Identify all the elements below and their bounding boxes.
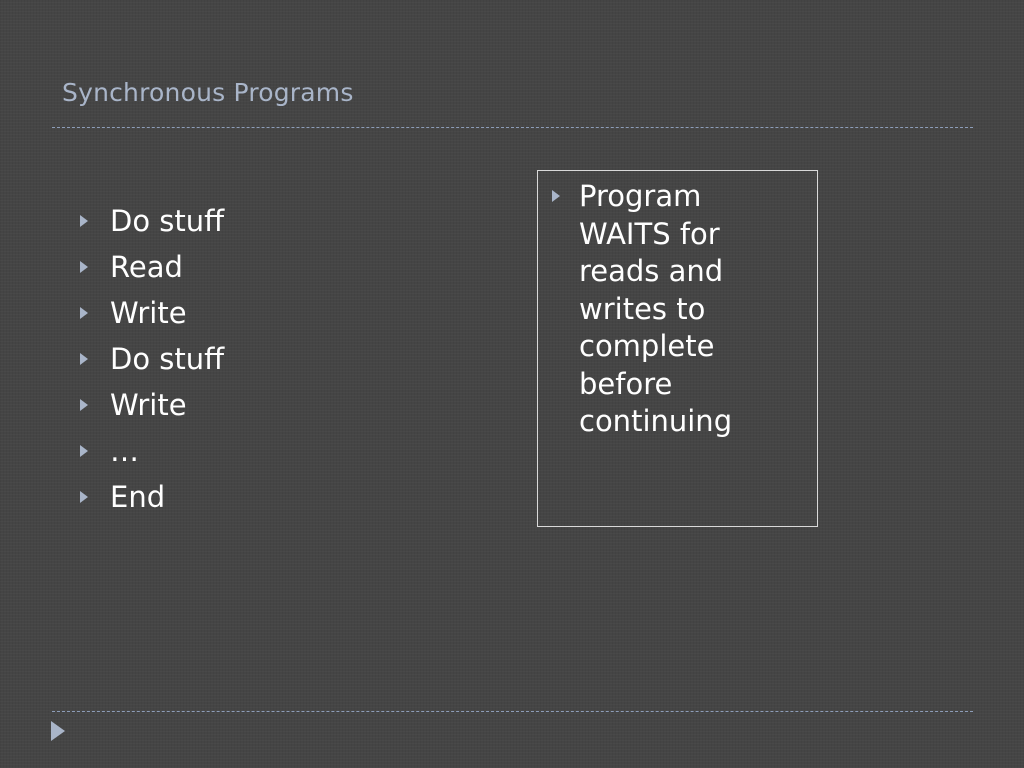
list-item: [80, 428, 224, 474]
list-item: [80, 244, 224, 290]
bullet-triangle-icon: [552, 190, 560, 202]
list-item: [80, 382, 224, 428]
list-item-label: Do stuff: [110, 204, 225, 238]
list-item: [80, 474, 224, 520]
slide-title: Synchronous Programs: [62, 78, 354, 107]
note-box: [537, 170, 818, 527]
note-item: [552, 178, 779, 441]
bullet-triangle-icon: [80, 261, 88, 273]
title-divider: [52, 127, 973, 128]
list-item: [80, 290, 224, 336]
next-slide-arrow-icon[interactable]: [51, 721, 65, 741]
list-item-label: Write: [110, 296, 187, 330]
list-item-label: Write: [110, 388, 187, 422]
bullet-triangle-icon: [80, 445, 88, 457]
list-item-label: Do stuff: [110, 342, 225, 376]
footer-divider: [52, 711, 973, 712]
note-text: Program WAITS for reads and writes to complete before continuing: [579, 179, 733, 438]
bullet-triangle-icon: [80, 491, 88, 503]
list-item-label: …: [110, 434, 139, 468]
bullet-triangle-icon: [80, 307, 88, 319]
bullet-triangle-icon: [80, 399, 88, 411]
bullet-list: [80, 198, 224, 520]
list-item: [80, 336, 224, 382]
bullet-triangle-icon: [80, 215, 88, 227]
bullet-triangle-icon: [80, 353, 88, 365]
list-item-label: End: [110, 480, 166, 514]
list-item-label: Read: [110, 250, 183, 284]
list-item: [80, 198, 224, 244]
